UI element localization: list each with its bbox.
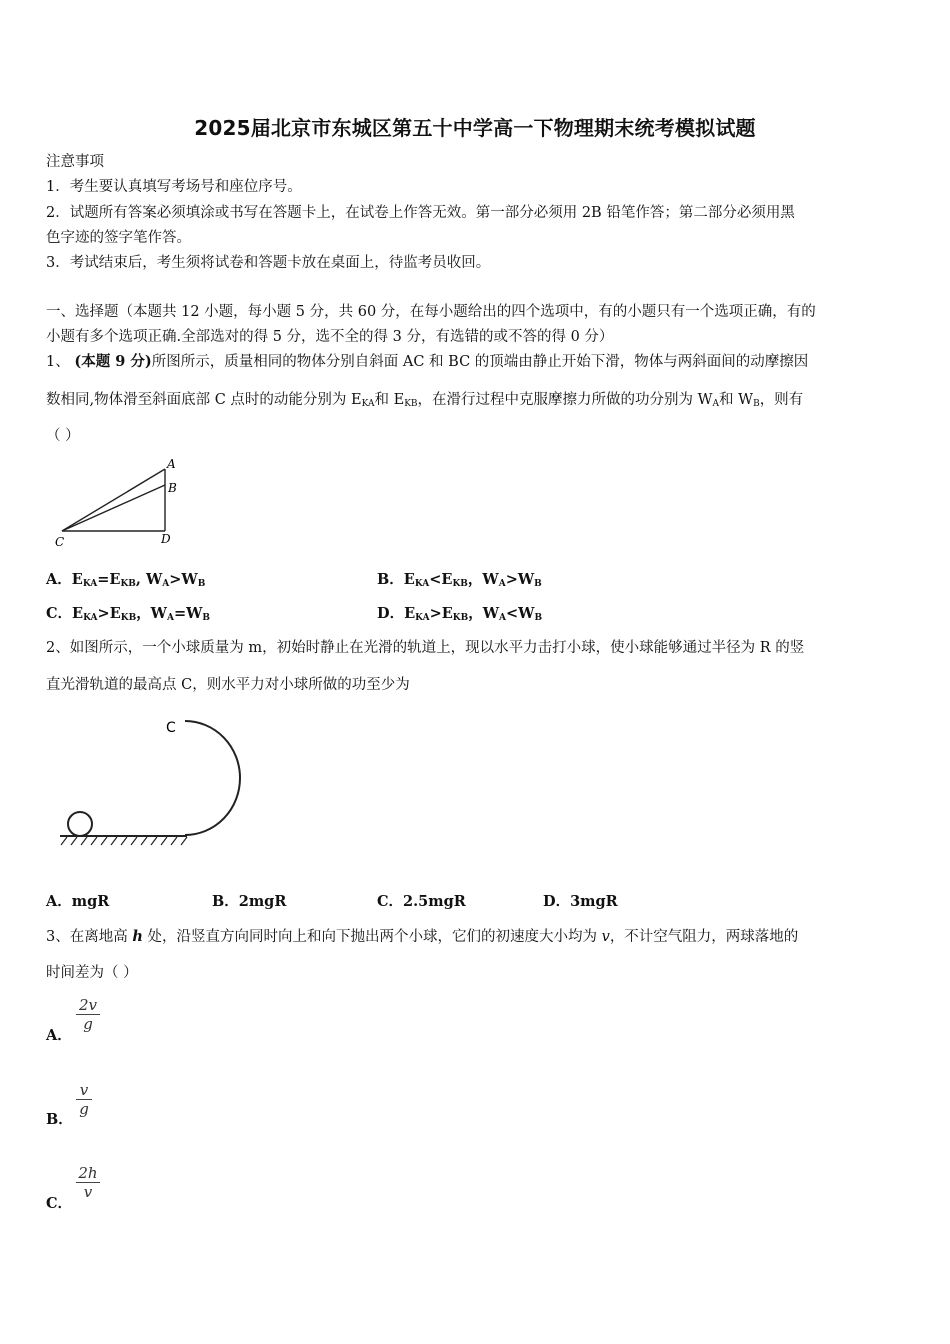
label-b: B <box>168 481 177 495</box>
label-d: D <box>161 532 171 546</box>
q3-fraction-b: $\frac{v}{g}$ <box>76 1081 92 1118</box>
q2-option-b[interactable]: B．2mgR <box>212 893 287 910</box>
q1-text-1: 所图所示，质量相同的物体分别自斜面 AC 和 BC 的顶端由静止开始下滑，物体与两斜面间的动摩擦因 <box>151 354 809 370</box>
page-title: 2025届北京市东城区第五十中学高一下物理期末统考模拟试题 <box>194 116 756 140</box>
q1-line2 <box>46 390 908 410</box>
q3-var-v: v <box>601 929 610 945</box>
section1-instructions-2: 小题有多个选项正确.全部选对的得 5 分，选不全的得 3 分，有选错的或不答的得 0 分） <box>46 329 614 345</box>
label-c: C <box>55 535 65 549</box>
label-a: A <box>167 457 176 471</box>
q1-text-2a: 数相同,物体滑至斜面底部 C 点时的动能分别为 E <box>46 392 362 408</box>
q3-var-h: h <box>132 928 143 945</box>
loop-track <box>185 721 240 835</box>
q3-line2: 时间差为（ ） <box>46 965 138 981</box>
q3-fraction-c: $\frac{2h}{v}$ <box>76 1164 100 1201</box>
q1-line1 <box>46 352 908 372</box>
q2-line2: 直光滑轨道的最高点 C，则水平力对小球所做的功至少为 <box>46 677 410 693</box>
notes-item-2-cont: 色字迹的签字笔作答。 <box>46 230 191 246</box>
label-c-top: C <box>166 720 176 736</box>
q1-text-2c: ，在滑行过程中克服摩擦力所做的功分别为 W <box>417 392 713 408</box>
notes-item-1: 1．考生要认真填写考场号和座位序号。 <box>46 179 302 195</box>
notes-item-2: 2．试题所有答案必须填涂或书写在答题卡上，在试卷上作答无效。第一部分必须用 2B 铅笔作答；第二部分必须用黑 <box>46 205 795 221</box>
q3-line1: 3、在离地高 h 处，沿竖直方向同时向上和向下抛出两个小球，它们的初速度大小均为 v，不计空气阻力，两球落地的 <box>46 928 799 945</box>
q1-sub-a: A <box>712 399 720 409</box>
ground-hatching <box>61 837 187 845</box>
q1-text-2e: ，则有 <box>759 392 804 408</box>
q1-option-c[interactable]: C．$E_{KA}>E_{KB}$，$W_A=W_B$ <box>46 605 211 623</box>
q1-sub-ka: KA <box>361 399 375 409</box>
q1-sub-b: B <box>753 399 760 409</box>
q1-line3: （ ） <box>46 428 80 444</box>
q1-text-2b: 和 E <box>374 392 405 408</box>
q1-number: 1、 <box>46 354 70 370</box>
q3-fraction-a: $\frac{2v}{g}$ <box>76 996 100 1033</box>
q2-option-c[interactable]: C．2.5mgR <box>377 893 466 910</box>
incline-bc <box>62 485 165 531</box>
q1-option-a[interactable]: A．$E_{KA}=E_{KB}$, $W_A>W_B$ <box>46 571 206 589</box>
q1-sub-kb: KB <box>404 399 418 409</box>
q2-loop-track-figure <box>55 712 255 857</box>
incline-ac <box>62 469 165 531</box>
section1-instructions-1: 一、选择题（本题共 12 小题，每小题 5 分，共 60 分，在每小题给出的四个选项中，有的小题只有一个选项正确，有的 <box>46 304 816 320</box>
notes-heading: 注意事项 <box>46 154 104 170</box>
q1-option-d[interactable]: D．$E_{KA}>E_{KB}$，$W_A<W_B$ <box>377 605 543 623</box>
notes-item-3: 3．考试结束后，考生须将试卷和答题卡放在桌面上，待监考员收回。 <box>46 255 491 271</box>
q1-incline-figure <box>50 455 190 550</box>
q2-option-a[interactable]: A．mgR <box>46 893 110 910</box>
ball <box>68 812 92 836</box>
q1-marker: (本题 9 分) <box>74 353 152 370</box>
q2-option-d[interactable]: D．3mgR <box>543 893 618 910</box>
q1-option-b[interactable]: B．$E_{KA}<E_{KB}$，$W_A>W_B$ <box>377 571 542 589</box>
q2-line1: 2、如图所示，一个小球质量为 m，初始时静止在光滑的轨道上，现以水平力击打小球，使小球能够通过半径为 R 的竖 <box>46 640 805 656</box>
q1-text-2d: 和 W <box>719 392 754 408</box>
